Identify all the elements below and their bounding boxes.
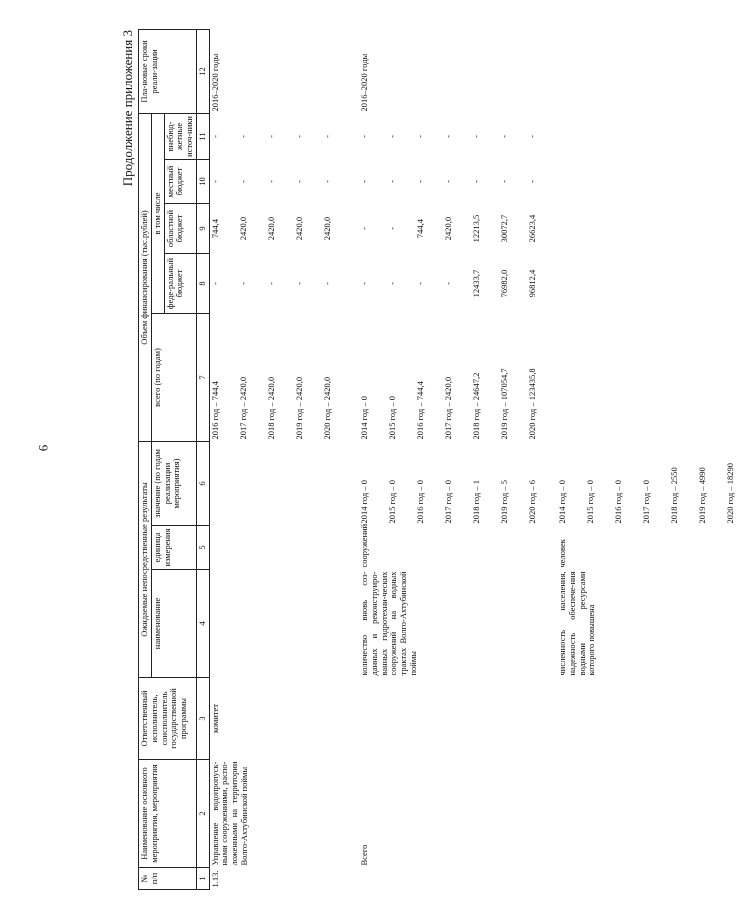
col-number: 2 [196,760,209,868]
page-number: 6 [35,444,51,452]
total-totals-by-year: 2014 год – 0 2015 год – 0 2016 год – 744,4 2017 год – 2420,0 2018 год – 24647,2 2019 год – 107054,7 2020 год – 123435,8 [359,368,538,440]
total-label: Всего [359,844,370,866]
executor: комитет [209,704,220,733]
total-period: 2016–2020 годы [359,53,370,112]
indicator-2-unit: человек [557,539,568,568]
header-including: в том числе [151,113,164,313]
total-regional-by-year: - - 744,4 2420,0 12213,5 30072,7 26623,4 [359,214,538,243]
header-value: значение (по годам реализации мероприятия) [151,442,196,526]
indicator-1-name: количество вновь соз-данных и реконструиро-ванных гидротехни-ческих сооружений на водных трактах Волго-Ахтубинской поймы [359,571,418,676]
col-number: 1 [196,868,209,890]
regional-by-year: 744,4 2420,0 2420,0 2420,0 2420,0 [209,216,332,241]
extra-by-year: - - - - - [209,135,332,138]
header-num: № п/п [139,868,197,890]
header-results-group: Ожидаемые непосредственные результаты [139,442,152,678]
total-local-by-year: - - - - - - - [359,180,538,183]
col-number: 7 [196,314,209,442]
indicator-2-name: численность населения, надежность обеспече-ния водными ресурсами которого повышена [557,571,597,676]
totals-by-year: 2016 год – 744,4 2017 год – 2420,0 2018 год – 2420,0 2019 год – 2420,0 2020 год – 2420,0 [209,376,332,440]
header-regional: областной бюджет [164,204,196,254]
measure-name: Управление водопропуск-ными сооружениями, распо-ложенными на территории Волго-Ахтубинской поймы [209,761,249,866]
header-indicator-name: наименование [151,570,196,678]
header-period: Пла-новые сроки реали-зации [139,29,197,113]
period: 2016–2020 годы [209,53,220,112]
header-executor: Ответственный исполнитель, соисполнитель государственной программы [139,678,197,760]
header-unit: единица измерения [151,526,196,570]
indicator-1-unit: сооружений [359,523,370,568]
header-local: местный бюджет [164,160,196,204]
col-number: 6 [196,442,209,526]
col-number: 3 [196,678,209,760]
financing-table [138,29,755,890]
col-number: 12 [196,29,209,113]
total-federal-by-year: - - - - 12433,7 76982,0 96812,4 [359,269,538,298]
col-number: 11 [196,113,209,159]
header-total: всего (по годам) [151,314,196,442]
header-extra: внебюд-жетные источ-ники [164,113,196,159]
total-extra-by-year: - - - - - - - [359,135,538,138]
col-number: 10 [196,160,209,204]
header-financing-group: Объем финансирования (тыс.рублей) [139,113,152,441]
federal-by-year: - - - - - [209,282,332,285]
header-federal: феде-ральный бюджет [164,254,196,314]
col-number: 9 [196,204,209,254]
col-number: 8 [196,254,209,314]
col-number: 5 [196,526,209,570]
local-by-year: - - - - - [209,180,332,183]
indicator-2-values: 2014 год – 0 2015 год – 0 2016 год – 0 2017 год – 0 2018 год – 2550 2019 год – 4990 2020 год – 18290 [557,463,736,524]
row-number: 1.13. [209,870,220,888]
indicator-1-values: 2014 год – 0 2015 год – 0 2016 год – 0 2017 год – 0 2018 год – 1 2019 год – 5 2020 год – 6 [359,480,538,524]
rotated-page [120,30,736,890]
col-number: 4 [196,570,209,678]
header-measure: Наименование основного мероприятия, мероприятия [139,760,197,868]
appendix-title: Продолжение приложения 3 [120,30,135,187]
